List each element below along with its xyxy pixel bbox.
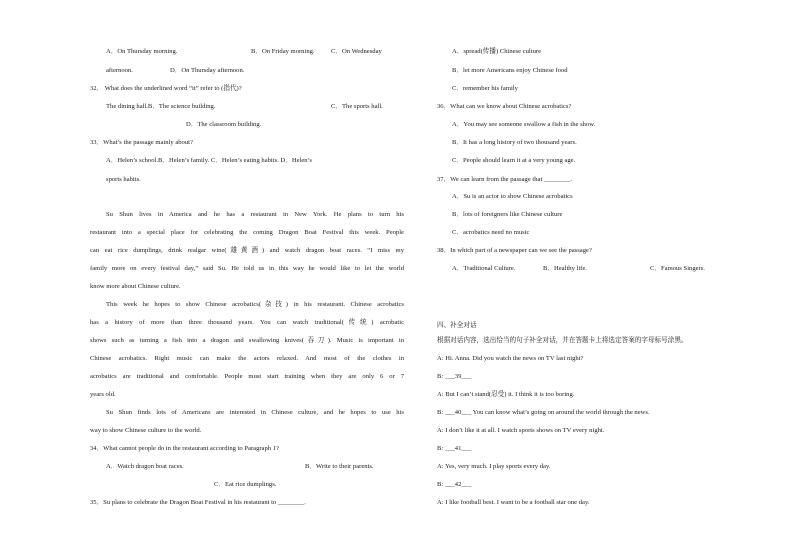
dialogue-line-5: A: I don’t like it at all. I watch sports shows on TV every night. [437,427,605,434]
q34-option-c: C．Eat rice dumplings. [214,481,277,488]
q34-stem: 34．What cannot people do in the restaurant according to Paragraph 1? [90,445,279,452]
q31-option-d: D．On Thursday afternoon. [170,67,245,74]
passage-p2-line5: acrobatics are traditional and comfortable. People must start training when they are only 6 or 7 [90,373,404,380]
passage-p2-line3: shows such as turning a fish into a dragon and swallowing knives(吞刀). Music is important in [90,337,404,344]
section4-instruction: 根据对话内容，选出恰当的句子补全对话，并在答题卡上将选定答案的字母标号涂黑。 [437,337,688,344]
q34-option-b: B．Write to their parents. [305,463,374,470]
dialogue-line-2: B: ___39___ [437,373,472,380]
q31-option-c: C．On Wednesday [331,48,382,55]
passage-p1-line1: Su Shun lives in America and he has a restaurant in New York. He plans to turn his [106,211,404,218]
dialogue-line-1: A: Hi. Anna. Did you watch the news on TV last night? [437,355,584,362]
q34-option-a: A．Watch dragon boat races. [106,463,184,470]
q37-stem: 37．We can learn from the passage that ________. [437,176,572,183]
q38-option-a: A．Traditional Culture. [452,265,516,272]
passage-p1-line3: can eat rice dumplings, drink realgar wine(雄黄酒) and watch dragon boat races. “I miss my [90,247,404,254]
passage-p2-line4: Chinese acrobatics. Right music can make the actors relaxed. And most of the clothes in [90,355,404,362]
dialogue-line-6: B: ___41___ [437,445,472,452]
dialogue-line-9: A: I like football best. I want to be a football star one day. [437,499,590,506]
passage-p3-line1: Su Shun finds lots of Americans are interested in Chinese culture, and he hopes to use his [106,409,404,416]
q37-option-a: A．Su is an actor to show Chinese acrobatics [452,193,573,200]
q36-option-b: B．It has a long history of two thousand years. [452,139,577,146]
q35-option-c: C．remember his family [452,85,518,92]
q31-option-b: B．On Friday morning. [251,48,315,55]
q36-stem: 36．What can we know about Chinese acrobatics? [437,103,572,110]
passage-p1-line5: know more about Chinese culture. [90,283,181,290]
q31-option-a: A．On Thursday morning. [106,48,178,55]
q31-option-c-cont: afternoon. [106,67,133,74]
q38-stem: 38．In which part of a newspaper can we see the passage? [437,247,592,254]
dialogue-line-3: A: But I can’t stand(忍受) it. I think it is too boring. [437,391,575,398]
passage-p2-line2: has a history of more than three thousand years. You can watch traditional(传统) acrobatic [90,319,404,326]
q36-option-c: C．People should learn it at a very young age. [452,157,576,164]
q35-option-b: B．let more Americans enjoy Chinese food [452,67,568,74]
q37-option-b: B．lots of foreigners like Chinese culture [452,211,563,218]
q32-option-d: D．The classroom building. [186,121,262,128]
q32-stem: 32． What does the underlined word “it” refer to (指代)? [90,85,242,92]
q33-stem: 33．What’s the passage mainly about? [90,139,193,146]
section4-title: 四、补全对话 [437,322,477,329]
q32-option-ab: The dining hall.B．The science building. [106,103,216,110]
dialogue-line-7: A: Yes, very much. I play sports every day. [437,463,551,470]
q35-option-a: A．spread(传播) Chinese culture [452,48,541,55]
q33-option-d-cont: sports habits. [106,176,141,183]
passage-p2-line1: This week he hopes to show Chinese acrobatics(杂技) in his restaurant. Chinese acrobatics [106,301,404,308]
passage-p2-line6: years old. [90,391,116,398]
q33-options: A．Helen’s school.B．Helen’s family. C．Helen’s eating habits. D．Helen’s [106,157,312,164]
passage-p1-line2: restaurant into a special place for celebrating the coming Dragon Boat Festival this week. People [90,229,404,236]
q38-option-b: B．Healthy life. [543,265,587,272]
dialogue-line-4: B: ___40___ You can know what’s going on around the world through the news. [437,409,650,416]
q37-option-c: C．acrobatics need no music [452,229,530,236]
q36-option-a: A．You may see someone swallow a fish in the show. [452,121,596,128]
dialogue-line-8: B: ___42___ [437,481,472,488]
q38-option-c: C．Famous Singers. [650,265,705,272]
q35-stem: 35．Su plans to celebrate the Dragon Boat Festival in his restaurant to ________. [90,499,306,506]
passage-p3-line2: way to show Chinese culture to the world. [90,427,202,434]
q32-option-c: C．The sports hall. [331,103,383,110]
passage-p1-line4: family more on every festival day,” said Su. He told us in this way he would like to let the world [90,265,404,272]
